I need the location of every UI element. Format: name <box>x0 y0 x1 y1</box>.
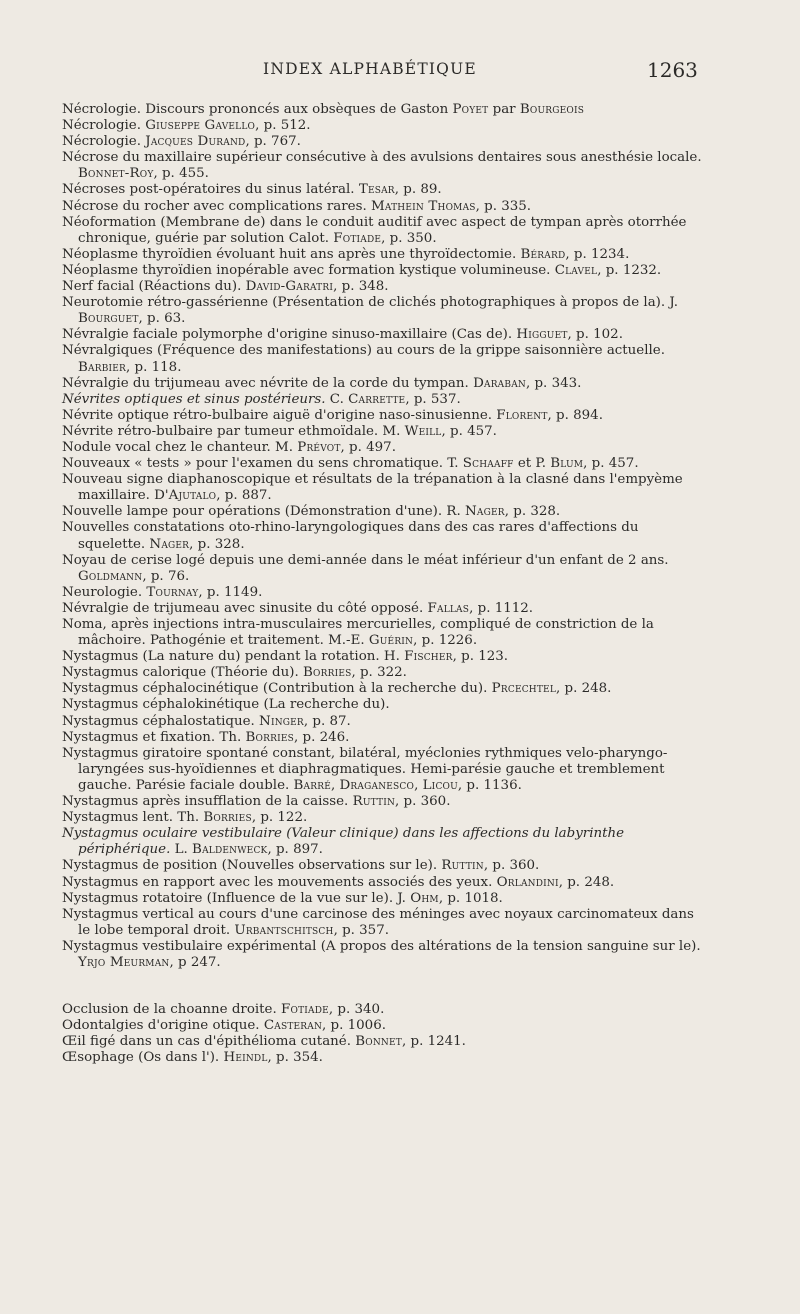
entry-text: , p. 76. <box>142 568 190 584</box>
index-entry <box>62 408 702 424</box>
author-name: Goldmann <box>78 568 143 584</box>
entry-text: Nystagmus giratoire spontané constant, bilatéral, myéclonies rythmiques velo-pharyngo-laryngées sus-hyoïdiennes et diaphragmatiques. Hemi-parésie gauche et tremblement gauche. Parésie faciale double. <box>62 745 668 793</box>
author-name: Daraban <box>473 375 526 391</box>
index-entry <box>62 504 702 520</box>
author-name: Fischer <box>404 649 453 665</box>
entry-text: , p. 360. <box>483 858 540 874</box>
entry-text: , p. 1112. <box>469 600 534 616</box>
entry-text: Nystagmus lent. Th. <box>62 810 204 826</box>
author-name: David-Garatri <box>245 279 334 295</box>
author-name: Weill <box>404 423 442 439</box>
index-entry <box>62 939 702 971</box>
author-name: Bourguet <box>78 311 139 327</box>
index-entry <box>62 343 702 375</box>
running-head-title: INDEX ALPHABÉTIQUE <box>263 60 477 78</box>
index-entry <box>62 714 702 730</box>
author-name: Nager <box>149 536 190 552</box>
entry-text: , p. 246. <box>293 729 350 745</box>
author-name: Bonnet-Roy <box>78 166 154 182</box>
italic-title: Névrites optiques et sinus postérieurs. <box>62 391 326 407</box>
author-name: Ajutalo <box>168 488 217 504</box>
author-name: Mathein Thomas <box>370 198 476 214</box>
entry-text: , p. 118. <box>126 359 182 375</box>
entry-text: , p. 360. <box>395 794 451 810</box>
page-header <box>0 60 800 84</box>
entry-text: , p. 897. <box>267 842 323 858</box>
index-entry <box>62 553 702 585</box>
entry-text: , p. 1232. <box>597 262 662 278</box>
index-entry <box>62 247 702 263</box>
entry-text: , p. 354. <box>267 1050 323 1066</box>
entry-text: Néoplasme thyroïdien inopérable avec formation kystique volumineuse. <box>62 262 555 278</box>
author-name: Draganesco <box>339 777 415 793</box>
index-entry <box>62 215 702 247</box>
author-name: Tournay <box>146 584 199 600</box>
index-entry <box>62 601 702 617</box>
author-name: Prévot <box>297 439 341 455</box>
entry-text: , p. 1149. <box>198 584 263 600</box>
entry-text: Névralgiques (Fréquence des manifestations) au cours de la grippe saisonnière actuelle. <box>62 343 665 359</box>
author-name: Fotiade <box>281 1002 329 1018</box>
author-name: Fotiade <box>333 230 382 246</box>
entry-text: , p. 123. <box>452 649 509 665</box>
entry-text: Néoplasme thyroïdien évoluant huit ans après une thyroïdectomie. <box>62 246 521 262</box>
entry-text: Nystagmus calorique (Théorie du). <box>62 665 303 681</box>
entry-text: Nécrologie. <box>62 118 146 134</box>
entry-text: Nerf facial (Réactions du). <box>62 279 246 295</box>
index-entry <box>62 891 702 907</box>
index-entry <box>62 875 702 891</box>
entry-text: par <box>488 102 520 117</box>
entry-text: , p. 63. <box>138 311 186 327</box>
author-name: Urbantschitsch <box>234 922 334 938</box>
author-name: Fallas <box>427 600 470 616</box>
index-entry <box>62 617 702 649</box>
entry-text: , p. 1226. <box>413 633 478 649</box>
entry-text: Neurologie. <box>62 584 147 600</box>
index-entry <box>62 1050 702 1066</box>
author-name: Higguet <box>516 327 568 343</box>
index-entry <box>62 440 702 456</box>
entry-text: Nystagmus vestibulaire expérimental (A propos des altérations de la tension sanguine sur le). <box>62 938 701 954</box>
entry-text: Névrite rétro-bulbaire par tumeur ethmoïdale. M. <box>62 423 405 439</box>
entry-text: , p. 767. <box>245 134 301 150</box>
author-name: Clavel <box>554 262 598 278</box>
index-entry <box>62 392 702 408</box>
entry-text: Nouvelle lampe pour opérations (Démonstration d'une). R. <box>62 504 465 520</box>
entry-text: Odontalgies d'origine otique. <box>62 1018 264 1034</box>
entry-text: , p. 335. <box>475 198 532 214</box>
author-name: Schaaff <box>462 456 514 472</box>
author-name: Heindl <box>223 1050 268 1066</box>
author-name: Casteran <box>263 1018 323 1034</box>
entry-text: Nystagmus céphalokinétique (La recherche du). <box>62 697 390 713</box>
index-entry <box>62 681 702 697</box>
author-name: Jacques Durand <box>145 134 246 150</box>
entry-text: , p. 1234. <box>565 246 630 262</box>
entry-text: Occlusion de la choanne droite. <box>62 1002 281 1018</box>
entry-text: , p. 1018. <box>438 890 503 906</box>
entry-text: Nécrologie. Discours prononcés aux obsèques de Gaston <box>62 102 453 117</box>
entry-text: Neurotomie rétro-gassérienne (Présentation de clichés photographiques à propos de la). J. <box>62 295 678 311</box>
author-name: Giuseppe Gavello <box>145 118 256 134</box>
entry-text: , p. 248. <box>558 874 615 890</box>
entry-text: Nystagmus après insufflation de la caisse. <box>62 794 353 810</box>
entry-text: , p. 322. <box>351 665 407 681</box>
entry-text: Nystagmus et fixation. Th. <box>62 729 246 745</box>
entry-text: Nouvelles constatations oto-rhino-laryngologiques dans des cas rares d'affections du squelette. <box>62 520 639 552</box>
entry-text: , p. 1006. <box>322 1018 386 1034</box>
entry-text: Œsophage (Os dans l'). <box>62 1050 224 1066</box>
author-name: Licou <box>422 777 458 793</box>
author-name: Borries <box>203 810 252 826</box>
index-entry <box>62 199 702 215</box>
author-name: Ruttin <box>441 858 484 874</box>
entry-text: , p. 87. <box>303 713 351 729</box>
entry-text: Nécrose du maxillaire supérieur consécutive à des avulsions dentaires sous anesthésie locale. <box>62 150 702 166</box>
entry-text: , <box>414 777 423 793</box>
author-name: Ohm <box>410 890 439 906</box>
index-entry <box>62 585 702 601</box>
entry-text: Nouveaux « tests » pour l'examen du sens chromatique. T. <box>62 456 463 472</box>
author-name: Nager <box>464 504 505 520</box>
index-entry <box>62 746 702 794</box>
index-entry <box>62 118 702 134</box>
entry-text: , p. 894. <box>547 407 603 423</box>
entry-text: Nystagmus céphalocinétique (Contribution à la recherche du). <box>62 681 492 697</box>
entry-text: , p. 455. <box>153 166 209 182</box>
index-entry <box>62 102 702 118</box>
entry-text: , p. 122. <box>251 810 308 826</box>
italic-title: Nystagmus oculaire vestibulaire (Valeur clinique) dans les affections du labyrinthe périphérique. <box>62 826 625 858</box>
index-entry <box>62 134 702 150</box>
index-entry <box>62 376 702 392</box>
index-entry <box>62 472 702 504</box>
entry-text: Nouveau signe diaphanoscopique et résultats de la trépanation à la clasné dans l'empyème maxillaire. D' <box>62 472 683 504</box>
author-name: Ruttin <box>352 794 396 810</box>
entry-text: Œil figé dans un cas d'épithélioma cutané. <box>62 1034 356 1050</box>
entry-text: , <box>330 777 340 793</box>
index-entry <box>62 327 702 343</box>
entry-text: , p. 1136. <box>457 777 522 793</box>
entry-text: , p. 457. <box>441 423 497 439</box>
entry-text: , p. 102. <box>567 327 623 343</box>
author-name: Baldenweck <box>192 842 268 858</box>
index-entry <box>62 182 702 198</box>
index-entry <box>62 424 702 440</box>
entry-text: Névrite optique rétro-bulbaire aiguë d'origine naso-sinusienne. <box>62 407 497 423</box>
author-name: Bourgeois <box>519 102 585 117</box>
entry-text: , p. 248. <box>556 681 612 697</box>
entry-text: , p. 350. <box>381 230 437 246</box>
entry-text: Nystagmus vertical au cours d'une carcinose des méninges avec noyaux carcinomateux dans le lobe temporal droit. <box>62 906 694 938</box>
entry-text: , p. 457. <box>583 456 639 472</box>
author-name: Borries <box>303 665 352 681</box>
entry-text: C. <box>325 391 349 407</box>
index-entry <box>62 697 702 713</box>
entry-text: Névralgie faciale polymorphe d'origine sinuso-maxillaire (Cas de). <box>62 327 517 343</box>
author-name: Tesar <box>358 182 395 198</box>
entry-text: , p. 89. <box>394 182 442 198</box>
author-name: Bonnet <box>355 1034 402 1050</box>
entry-text: , p. 328. <box>189 536 245 552</box>
author-name: Prcechtel <box>491 681 556 697</box>
entry-text: L. <box>170 842 193 858</box>
page-number: 1263 <box>647 58 698 82</box>
entry-text: Nécrose du rocher avec complications rares. <box>62 198 371 214</box>
author-name: Ninger <box>259 713 304 729</box>
index-entry <box>62 456 702 472</box>
author-name: Florent <box>496 407 548 423</box>
index-entry <box>62 520 702 552</box>
entry-text: , p. 348. <box>333 279 389 295</box>
index-entry <box>62 649 702 665</box>
entry-text: Nystagmus céphalostatique. <box>62 713 260 729</box>
index-entry <box>62 907 702 939</box>
entry-text: Noyau de cerise logé depuis une demi-année dans le méat inférieur d'un enfant de 2 ans. <box>62 552 669 568</box>
entry-text: et P. <box>513 456 551 472</box>
index-entry <box>62 279 702 295</box>
entry-text: Névralgie de trijumeau avec sinusite du côté opposé. <box>62 600 428 616</box>
entry-text: Noma, après injections intra-musculaires mercurielles, compliqué de constriction de la mâchoire. Pathogénie et traitement. M.-E. <box>62 617 654 649</box>
index-entry <box>62 810 702 826</box>
index-entry <box>62 1034 702 1050</box>
entry-text: Nécrologie. <box>62 134 146 150</box>
entry-text: Nystagmus en rapport avec les mouvements associés des yeux. <box>62 874 497 890</box>
index-entry <box>62 826 702 858</box>
entry-text: , p. 497. <box>340 439 396 455</box>
author-name: Barbier <box>78 359 127 375</box>
index-entry <box>62 150 702 182</box>
entry-text: Nystagmus (La nature du) pendant la rotation. H. <box>62 649 405 665</box>
section-gap <box>62 971 702 1002</box>
entry-text: , p 247. <box>169 954 221 970</box>
entry-text: , p. 343. <box>525 375 582 391</box>
index-entry <box>62 1018 702 1034</box>
index-entry <box>62 665 702 681</box>
entry-text: Néoformation (Membrane de) dans le conduit auditif avec aspect de tympan après otorrhée chronique, guérie par solution Calot. <box>62 214 687 246</box>
index-entry <box>62 1002 702 1018</box>
entry-text: Névralgie du trijumeau avec névrite de la corde du tympan. <box>62 375 474 391</box>
author-name: Blum <box>550 456 584 472</box>
entry-text: , p. 328. <box>504 504 561 520</box>
entry-text: Nécroses post-opératoires du sinus latéral. <box>62 182 359 198</box>
index-entries <box>62 102 702 1066</box>
author-name: Borries <box>245 729 294 745</box>
index-entry <box>62 730 702 746</box>
index-entry <box>62 295 702 327</box>
author-name: Yrjo Meurman <box>78 954 170 970</box>
author-name: Carrette <box>348 391 406 407</box>
author-name: Guérin <box>368 633 414 649</box>
entry-text: , p. 340. <box>328 1002 385 1018</box>
entry-text: Nystagmus de position (Nouvelles observations sur le). <box>62 858 442 874</box>
author-name: Barré <box>293 777 331 793</box>
entry-text: , p. 512. <box>255 118 311 134</box>
entry-text: , p. 887. <box>216 488 272 504</box>
entry-text: , p. 357. <box>333 922 389 938</box>
entry-text: Nodule vocal chez le chanteur. M. <box>62 439 298 455</box>
author-name: Orlandini <box>496 874 559 890</box>
entry-text: , p. 1241. <box>401 1034 466 1050</box>
author-name: Poyet <box>452 102 489 117</box>
author-name: Bérard <box>520 246 566 262</box>
index-entry <box>62 794 702 810</box>
index-entry <box>62 858 702 874</box>
entry-text: , p. 537. <box>405 391 461 407</box>
index-entry <box>62 263 702 279</box>
entry-text: Nystagmus rotatoire (Influence de la vue sur le). J. <box>62 890 411 906</box>
